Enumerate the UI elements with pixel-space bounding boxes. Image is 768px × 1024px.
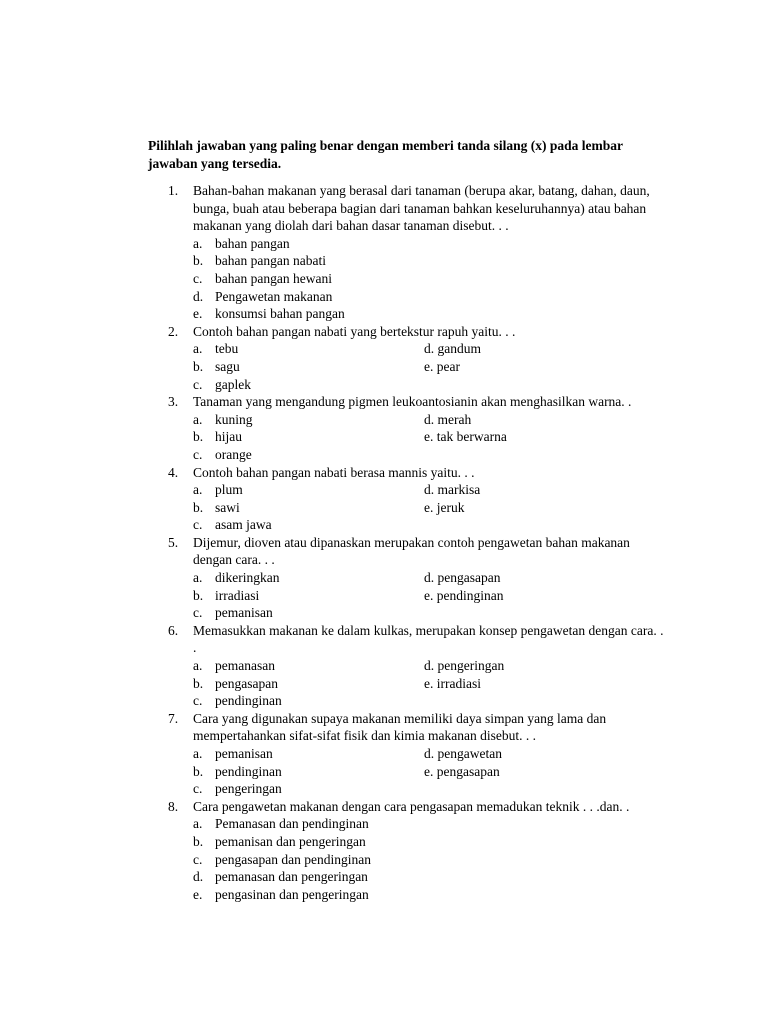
- option-c[interactable]: [193, 851, 668, 869]
- question-5: [148, 534, 668, 622]
- option-text: pemanasan dan pengeringan: [215, 869, 368, 885]
- question-number: 3.: [168, 394, 179, 410]
- question-2: [148, 323, 668, 393]
- option-letter: c.: [193, 376, 203, 392]
- option-letter: a.: [193, 411, 203, 427]
- option-e[interactable]: e. jeruk: [424, 499, 465, 515]
- option-text: pengasinan dan pengeringan: [215, 886, 369, 902]
- option-text: konsumsi bahan pangan: [215, 306, 345, 322]
- option-a[interactable]: [193, 235, 668, 253]
- option-text: asam jawa: [215, 517, 272, 533]
- option-a[interactable]: [193, 815, 668, 833]
- question-text: Tanaman yang mengandung pigmen leukoantosianin akan menghasilkan warna. .: [193, 394, 632, 410]
- option-letter: c.: [193, 446, 203, 462]
- option-text: pemanisan dan pengeringan: [215, 833, 366, 849]
- question-number: 6.: [168, 622, 179, 638]
- question-1: [148, 182, 668, 323]
- option-letter: e.: [193, 306, 203, 322]
- option-letter: c.: [193, 270, 203, 286]
- option-d[interactable]: d. gandum: [424, 341, 481, 357]
- question-7: [148, 710, 668, 798]
- option-text: pemanisan: [215, 746, 273, 761]
- option-letter: c.: [193, 605, 203, 621]
- option-letter: a.: [193, 658, 203, 674]
- option-e[interactable]: [193, 886, 668, 904]
- option-letter: b.: [193, 833, 204, 849]
- option-letter: d.: [193, 288, 204, 304]
- option-text: Pengawetan makanan: [215, 288, 333, 304]
- option-letter: b.: [193, 763, 204, 779]
- option-d[interactable]: d. pengawetan: [424, 746, 502, 761]
- option-letter: b.: [193, 358, 204, 374]
- option-d[interactable]: d. markisa: [424, 482, 481, 498]
- option-letter: c.: [193, 693, 203, 709]
- option-text: plum: [215, 482, 243, 498]
- option-text: tebu: [215, 341, 239, 357]
- question-text: Dijemur, dioven atau dipanaskan merupakan contoh pengawetan bahan makanan dengan cara. . .: [193, 534, 630, 568]
- option-text: bahan pangan hewani: [215, 270, 332, 286]
- option-text: kuning: [215, 411, 253, 427]
- option-text: pendinginan: [215, 763, 282, 779]
- option-e[interactable]: e. irradiasi: [424, 675, 481, 691]
- option-d[interactable]: d. merah: [424, 411, 472, 427]
- option-text: bahan pangan: [215, 235, 290, 251]
- option-text: sawi: [215, 499, 240, 515]
- option-text: irradiasi: [215, 587, 260, 603]
- question-number: 8.: [168, 798, 179, 814]
- option-e[interactable]: e. pendinginan: [424, 587, 504, 603]
- instruction-text: Pilihlah jawaban yang paling benar dengan memberi tanda silang (x) pada lembar jawaban yang tersedia.: [148, 138, 623, 171]
- option-letter: c.: [193, 517, 203, 533]
- option-letter: a.: [193, 746, 203, 761]
- question-text: Cara yang digunakan supaya makanan memiliki daya simpan yang lama dan mempertahankan sifat-sifat fisik dan kimia makanan disebut. . .: [193, 710, 607, 744]
- option-letter: b.: [193, 429, 204, 445]
- option-letter: e.: [193, 886, 203, 902]
- option-letter: b.: [193, 499, 204, 515]
- question-number: 7.: [168, 710, 179, 726]
- option-letter: a.: [193, 570, 203, 586]
- option-e[interactable]: e. tak berwarna: [424, 429, 507, 445]
- option-letter: b.: [193, 675, 204, 691]
- question-number: 1.: [168, 183, 179, 198]
- option-text: bahan pangan nabati: [215, 253, 326, 269]
- question-text: Bahan-bahan makanan yang berasal dari tanaman (berupa akar, batang, dahan, daun, bunga, buah atau beberapa bagian dari tanaman bahkan keseluruhannya) atau bahan makanan yang diolah dari bahan dasar tanaman disebut. . .: [193, 183, 650, 234]
- option-letter: c.: [193, 851, 203, 867]
- question-text: Contoh bahan pangan nabati yang bertekstur rapuh yaitu. . .: [193, 323, 516, 339]
- option-text: pemanisan: [215, 605, 273, 621]
- question-4: [148, 464, 668, 534]
- question-number: 5.: [168, 534, 179, 550]
- option-d[interactable]: d. pengeringan: [424, 658, 505, 674]
- option-letter: c.: [193, 781, 203, 797]
- question-6: [148, 622, 668, 710]
- option-letter: a.: [193, 482, 203, 498]
- question-list: [148, 182, 668, 903]
- option-letter: b.: [193, 587, 204, 603]
- option-text: Pemanasan dan pendinginan: [215, 816, 369, 832]
- option-text: dikeringkan: [215, 570, 280, 586]
- option-d[interactable]: [193, 868, 668, 886]
- option-b[interactable]: [193, 252, 668, 270]
- option-text: pengasapan dan pendinginan: [215, 851, 371, 867]
- option-b[interactable]: [193, 833, 668, 851]
- option-e[interactable]: e. pear: [424, 358, 460, 374]
- question-text: Cara pengawetan makanan dengan cara pengasapan memadukan teknik . . .dan. .: [193, 798, 630, 814]
- option-e[interactable]: [193, 305, 668, 323]
- option-c[interactable]: [193, 270, 668, 288]
- option-text: hijau: [215, 429, 242, 445]
- option-d[interactable]: d. pengasapan: [424, 570, 501, 586]
- option-letter: b.: [193, 253, 204, 269]
- option-text: gaplek: [215, 376, 251, 392]
- option-letter: a.: [193, 235, 203, 251]
- option-text: pendinginan: [215, 693, 282, 709]
- question-8: [148, 798, 668, 904]
- option-text: pemanasan: [215, 658, 275, 674]
- question-3: [148, 393, 668, 463]
- option-text: pengasapan: [215, 675, 278, 691]
- option-text: pengeringan: [215, 781, 282, 797]
- question-text: Memasukkan makanan ke dalam kulkas, merupakan konsep pengawetan dengan cara. . .: [193, 622, 664, 656]
- option-text: sagu: [215, 358, 240, 374]
- option-e[interactable]: e. pengasapan: [424, 763, 500, 779]
- question-number: 2.: [168, 323, 179, 339]
- option-text: orange: [215, 446, 252, 462]
- option-letter: a.: [193, 341, 203, 357]
- option-letter: a.: [193, 816, 203, 832]
- question-text: Contoh bahan pangan nabati berasa mannis yaitu. . .: [193, 464, 475, 480]
- option-d[interactable]: [193, 288, 668, 306]
- option-letter: d.: [193, 869, 204, 885]
- question-number: 4.: [168, 464, 179, 480]
